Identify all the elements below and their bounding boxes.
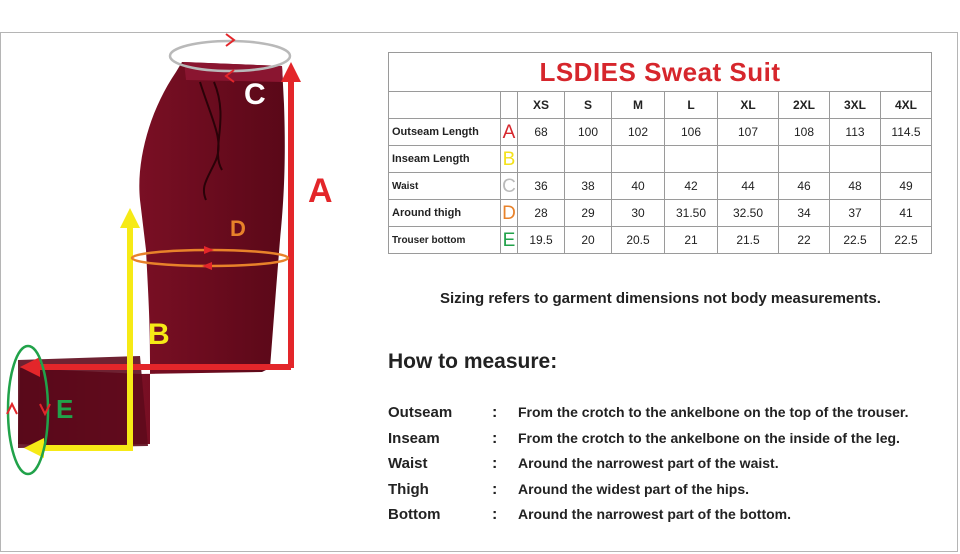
outseam-arrow-head-up: [281, 62, 301, 82]
size-value-cell: [881, 146, 932, 173]
size-value-cell: [518, 146, 565, 173]
size-value-cell: 38: [565, 173, 612, 200]
size-header: 4XL: [881, 92, 932, 119]
size-value-cell: 21: [665, 227, 718, 254]
size-value-cell: [612, 146, 665, 173]
size-value-cell: 48: [830, 173, 881, 200]
size-value-cell: 30: [612, 200, 665, 227]
measurement-letter: E: [501, 227, 518, 254]
size-value-cell: [665, 146, 718, 173]
measurement-label: Inseam Length: [389, 146, 501, 173]
size-value-cell: 20.5: [612, 227, 665, 254]
size-header: 2XL: [779, 92, 830, 119]
measure-term: Thigh: [388, 481, 429, 498]
letter-d-label: D: [230, 216, 246, 241]
size-value-cell: 108: [779, 119, 830, 146]
size-value-cell: 22.5: [881, 227, 932, 254]
size-value-cell: 68: [518, 119, 565, 146]
size-value-cell: 100: [565, 119, 612, 146]
size-value-cell: 44: [718, 173, 779, 200]
size-value-cell: 22: [779, 227, 830, 254]
measurement-row: [389, 119, 932, 146]
measure-colon: :: [492, 481, 498, 498]
size-value-cell: 46: [779, 173, 830, 200]
chart-title: LSDIES Sweat Suit: [389, 53, 932, 92]
measurement-letter: D: [501, 200, 518, 227]
size-value-cell: 42: [665, 173, 718, 200]
size-value-cell: 31.50: [665, 200, 718, 227]
how-to-measure-title: How to measure:: [388, 350, 558, 373]
size-value-cell: 107: [718, 119, 779, 146]
header-blank: [389, 92, 501, 119]
measure-description: From the crotch to the ankelbone on the inside of the leg.: [518, 430, 900, 446]
header-letter-blank: [501, 92, 518, 119]
measurement-row: [389, 173, 932, 200]
size-value-cell: 22.5: [830, 227, 881, 254]
measure-term: Outseam: [388, 404, 453, 421]
measurement-label: Trouser bottom: [389, 227, 501, 254]
letter-b-label: B: [148, 318, 170, 351]
size-value-cell: 106: [665, 119, 718, 146]
size-value-cell: 113: [830, 119, 881, 146]
size-value-cell: 19.5: [518, 227, 565, 254]
measure-description: Around the narrowest part of the bottom.: [518, 506, 791, 522]
size-value-cell: [718, 146, 779, 173]
size-value-cell: 49: [881, 173, 932, 200]
measure-description: Around the widest part of the hips.: [518, 481, 749, 497]
size-value-cell: [565, 146, 612, 173]
measure-colon: :: [492, 430, 498, 447]
measure-colon: :: [492, 404, 498, 421]
size-header: L: [665, 92, 718, 119]
size-value-cell: 29: [565, 200, 612, 227]
measurement-row: [389, 227, 932, 254]
size-header: XS: [518, 92, 565, 119]
size-value-cell: 37: [830, 200, 881, 227]
measure-colon: :: [492, 455, 498, 472]
measurement-letter: B: [501, 146, 518, 173]
size-value-cell: 20: [565, 227, 612, 254]
size-header-row: [389, 92, 932, 119]
measurement-label: Around thigh: [389, 200, 501, 227]
measure-term: Inseam: [388, 430, 440, 447]
size-value-cell: 40: [612, 173, 665, 200]
size-value-cell: 41: [881, 200, 932, 227]
letter-a-label: A: [308, 172, 333, 210]
inseam-arrow-head-up: [120, 208, 140, 228]
size-value-cell: [779, 146, 830, 173]
measure-term: Bottom: [388, 506, 441, 523]
measure-term: Waist: [388, 455, 428, 472]
size-value-cell: 21.5: [718, 227, 779, 254]
size-value-cell: 36: [518, 173, 565, 200]
measure-description: Around the narrowest part of the waist.: [518, 455, 779, 471]
size-value-cell: 34: [779, 200, 830, 227]
measurement-letter: A: [501, 119, 518, 146]
size-value-cell: 102: [612, 119, 665, 146]
size-header: XL: [718, 92, 779, 119]
sizing-note: Sizing refers to garment dimensions not body measurements.: [440, 290, 881, 307]
trouser-measurement-diagram: [0, 30, 380, 550]
size-value-cell: [830, 146, 881, 173]
measurement-letter: C: [501, 173, 518, 200]
size-header: M: [612, 92, 665, 119]
size-value-cell: 114.5: [881, 119, 932, 146]
measurement-row: [389, 146, 932, 173]
size-value-cell: 32.50: [718, 200, 779, 227]
measure-description: From the crotch to the ankelbone on the top of the trouser.: [518, 404, 909, 420]
letter-e-label: E: [56, 394, 74, 424]
measurement-label: Outseam Length: [389, 119, 501, 146]
size-header: S: [565, 92, 612, 119]
letter-c-label: C: [244, 78, 266, 111]
size-value-cell: 28: [518, 200, 565, 227]
size-header: 3XL: [830, 92, 881, 119]
measure-colon: :: [492, 506, 498, 523]
measurement-row: [389, 200, 932, 227]
size-chart-table: [388, 52, 932, 254]
measurement-label: Waist: [389, 173, 501, 200]
